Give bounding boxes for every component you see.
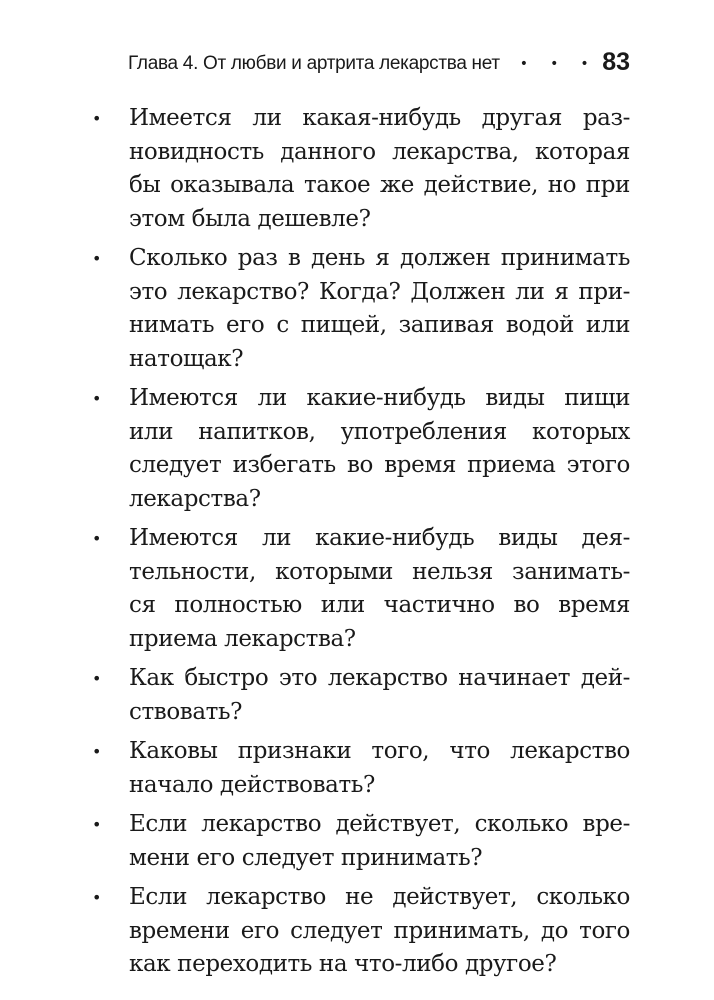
text-line: как переходить на что-либо другое? — [129, 951, 557, 977]
text-line: Если лекарство действует, сколько вре- — [129, 811, 630, 837]
text-line: нимать его с пищей, запивая водой или — [129, 312, 630, 338]
running-header — [128, 46, 630, 82]
header-dot: • — [580, 56, 589, 72]
text-line: времени его следует принимать, до того — [129, 917, 630, 944]
header-dot: • — [550, 56, 559, 72]
text-line: Имеется ли какая-нибудь другая раз- — [129, 105, 630, 131]
question-list — [88, 102, 630, 988]
bullet-icon: • — [92, 529, 102, 548]
text-line: бы оказывала такое же действие, но при — [129, 172, 630, 198]
text-line: следует избегать во время приема этого — [129, 452, 630, 478]
text-line: лекарства? — [129, 485, 261, 512]
list-item — [88, 735, 630, 802]
text-line: Каковы признаки того, что лекарство — [129, 738, 630, 764]
text-line: ствовать? — [129, 698, 243, 725]
text-line: новидность данного лекарства, которая — [129, 138, 630, 165]
bullet-icon: • — [92, 109, 102, 128]
page-number: 83 — [602, 48, 630, 76]
bullet-icon: • — [92, 742, 102, 761]
list-item — [88, 382, 630, 516]
text-line: Имеются ли какие-нибудь виды дея- — [129, 525, 630, 551]
text-line: ся полностью или частично во время — [129, 592, 630, 618]
list-item — [88, 242, 630, 376]
text-line: Имеются ли какие-нибудь виды пищи — [129, 385, 630, 411]
bullet-icon: • — [92, 669, 102, 688]
bullet-icon: • — [92, 888, 102, 907]
list-item — [88, 522, 630, 656]
bullet-icon: • — [92, 249, 102, 268]
list-item — [88, 808, 630, 875]
bullet-icon: • — [92, 815, 102, 834]
text-line: это лекарство? Когда? Должен ли я при- — [129, 278, 630, 305]
text-line: или напитков, употребления которых — [129, 418, 630, 445]
header-dot: • — [519, 56, 529, 72]
list-item — [88, 102, 630, 236]
text-line: Если лекарство не действует, сколько — [129, 884, 630, 910]
text-line: Как быстро это лекарство начинает дей- — [129, 665, 630, 691]
text-line: этом была дешевле? — [129, 205, 371, 232]
text-line: приема лекарства? — [129, 625, 356, 652]
text-line: Сколько раз в день я должен принимать — [129, 245, 630, 271]
header-dots — [520, 56, 589, 72]
bullet-icon: • — [92, 389, 102, 408]
text-line: начало действовать? — [129, 771, 375, 798]
chapter-title: Глава 4. От любви и артрита лекарства нет — [128, 53, 500, 74]
text-line: натощак? — [129, 345, 244, 372]
list-item — [88, 881, 630, 982]
text-line: тельности, которыми нельзя занимать- — [129, 558, 630, 585]
text-line: мени его следует принимать? — [129, 844, 483, 871]
list-item — [88, 662, 630, 729]
